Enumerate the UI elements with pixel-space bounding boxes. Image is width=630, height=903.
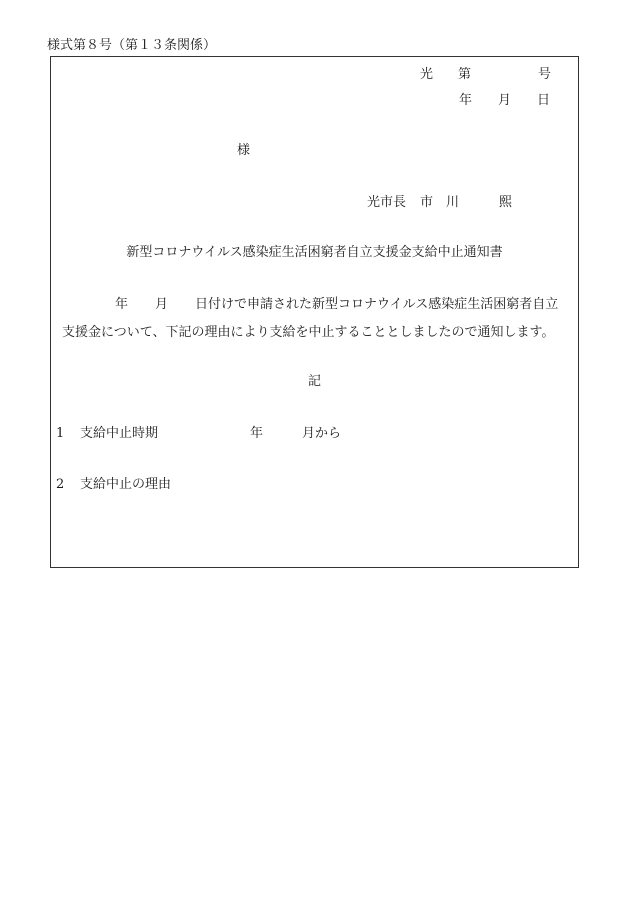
sender-surname: 市 川: [420, 195, 460, 210]
doc-number-go: 号: [538, 67, 552, 82]
item-1-label: 支給中止時期: [80, 426, 159, 441]
body-month: 月: [155, 297, 169, 312]
sender-given-name: 熙: [499, 195, 513, 210]
addressee-sama: 様: [237, 143, 251, 158]
body-line-2: 支援金について、下記の理由により支給を中止することとしましたので通知します。: [62, 325, 555, 340]
date-day: 日: [537, 93, 551, 108]
form-number-label: 様式第８号（第１３条関係）: [47, 38, 217, 53]
item-2-label: 支給中止の理由: [80, 477, 172, 492]
date-year: 年: [459, 93, 473, 108]
doc-number-prefix: 光: [420, 67, 434, 82]
sender-title: 光市長: [367, 195, 407, 210]
doc-number-dai: 第: [458, 67, 472, 82]
date-month: 月: [498, 93, 512, 108]
body-year: 年: [115, 297, 129, 312]
notice-frame: [50, 56, 579, 568]
item-1-number: 1: [56, 426, 65, 441]
document-title: 新型コロナウイルス感染症生活困窮者自立支援金支給中止通知書: [126, 245, 503, 260]
item-1-month-from: 月から: [302, 426, 342, 441]
item-1-year: 年: [250, 426, 264, 441]
item-2-number: 2: [56, 477, 65, 492]
ki-heading: 記: [307, 374, 321, 389]
body-line-1: 日付けで申請された新型コロナウイルス感染症生活困窮者自立: [195, 297, 559, 312]
